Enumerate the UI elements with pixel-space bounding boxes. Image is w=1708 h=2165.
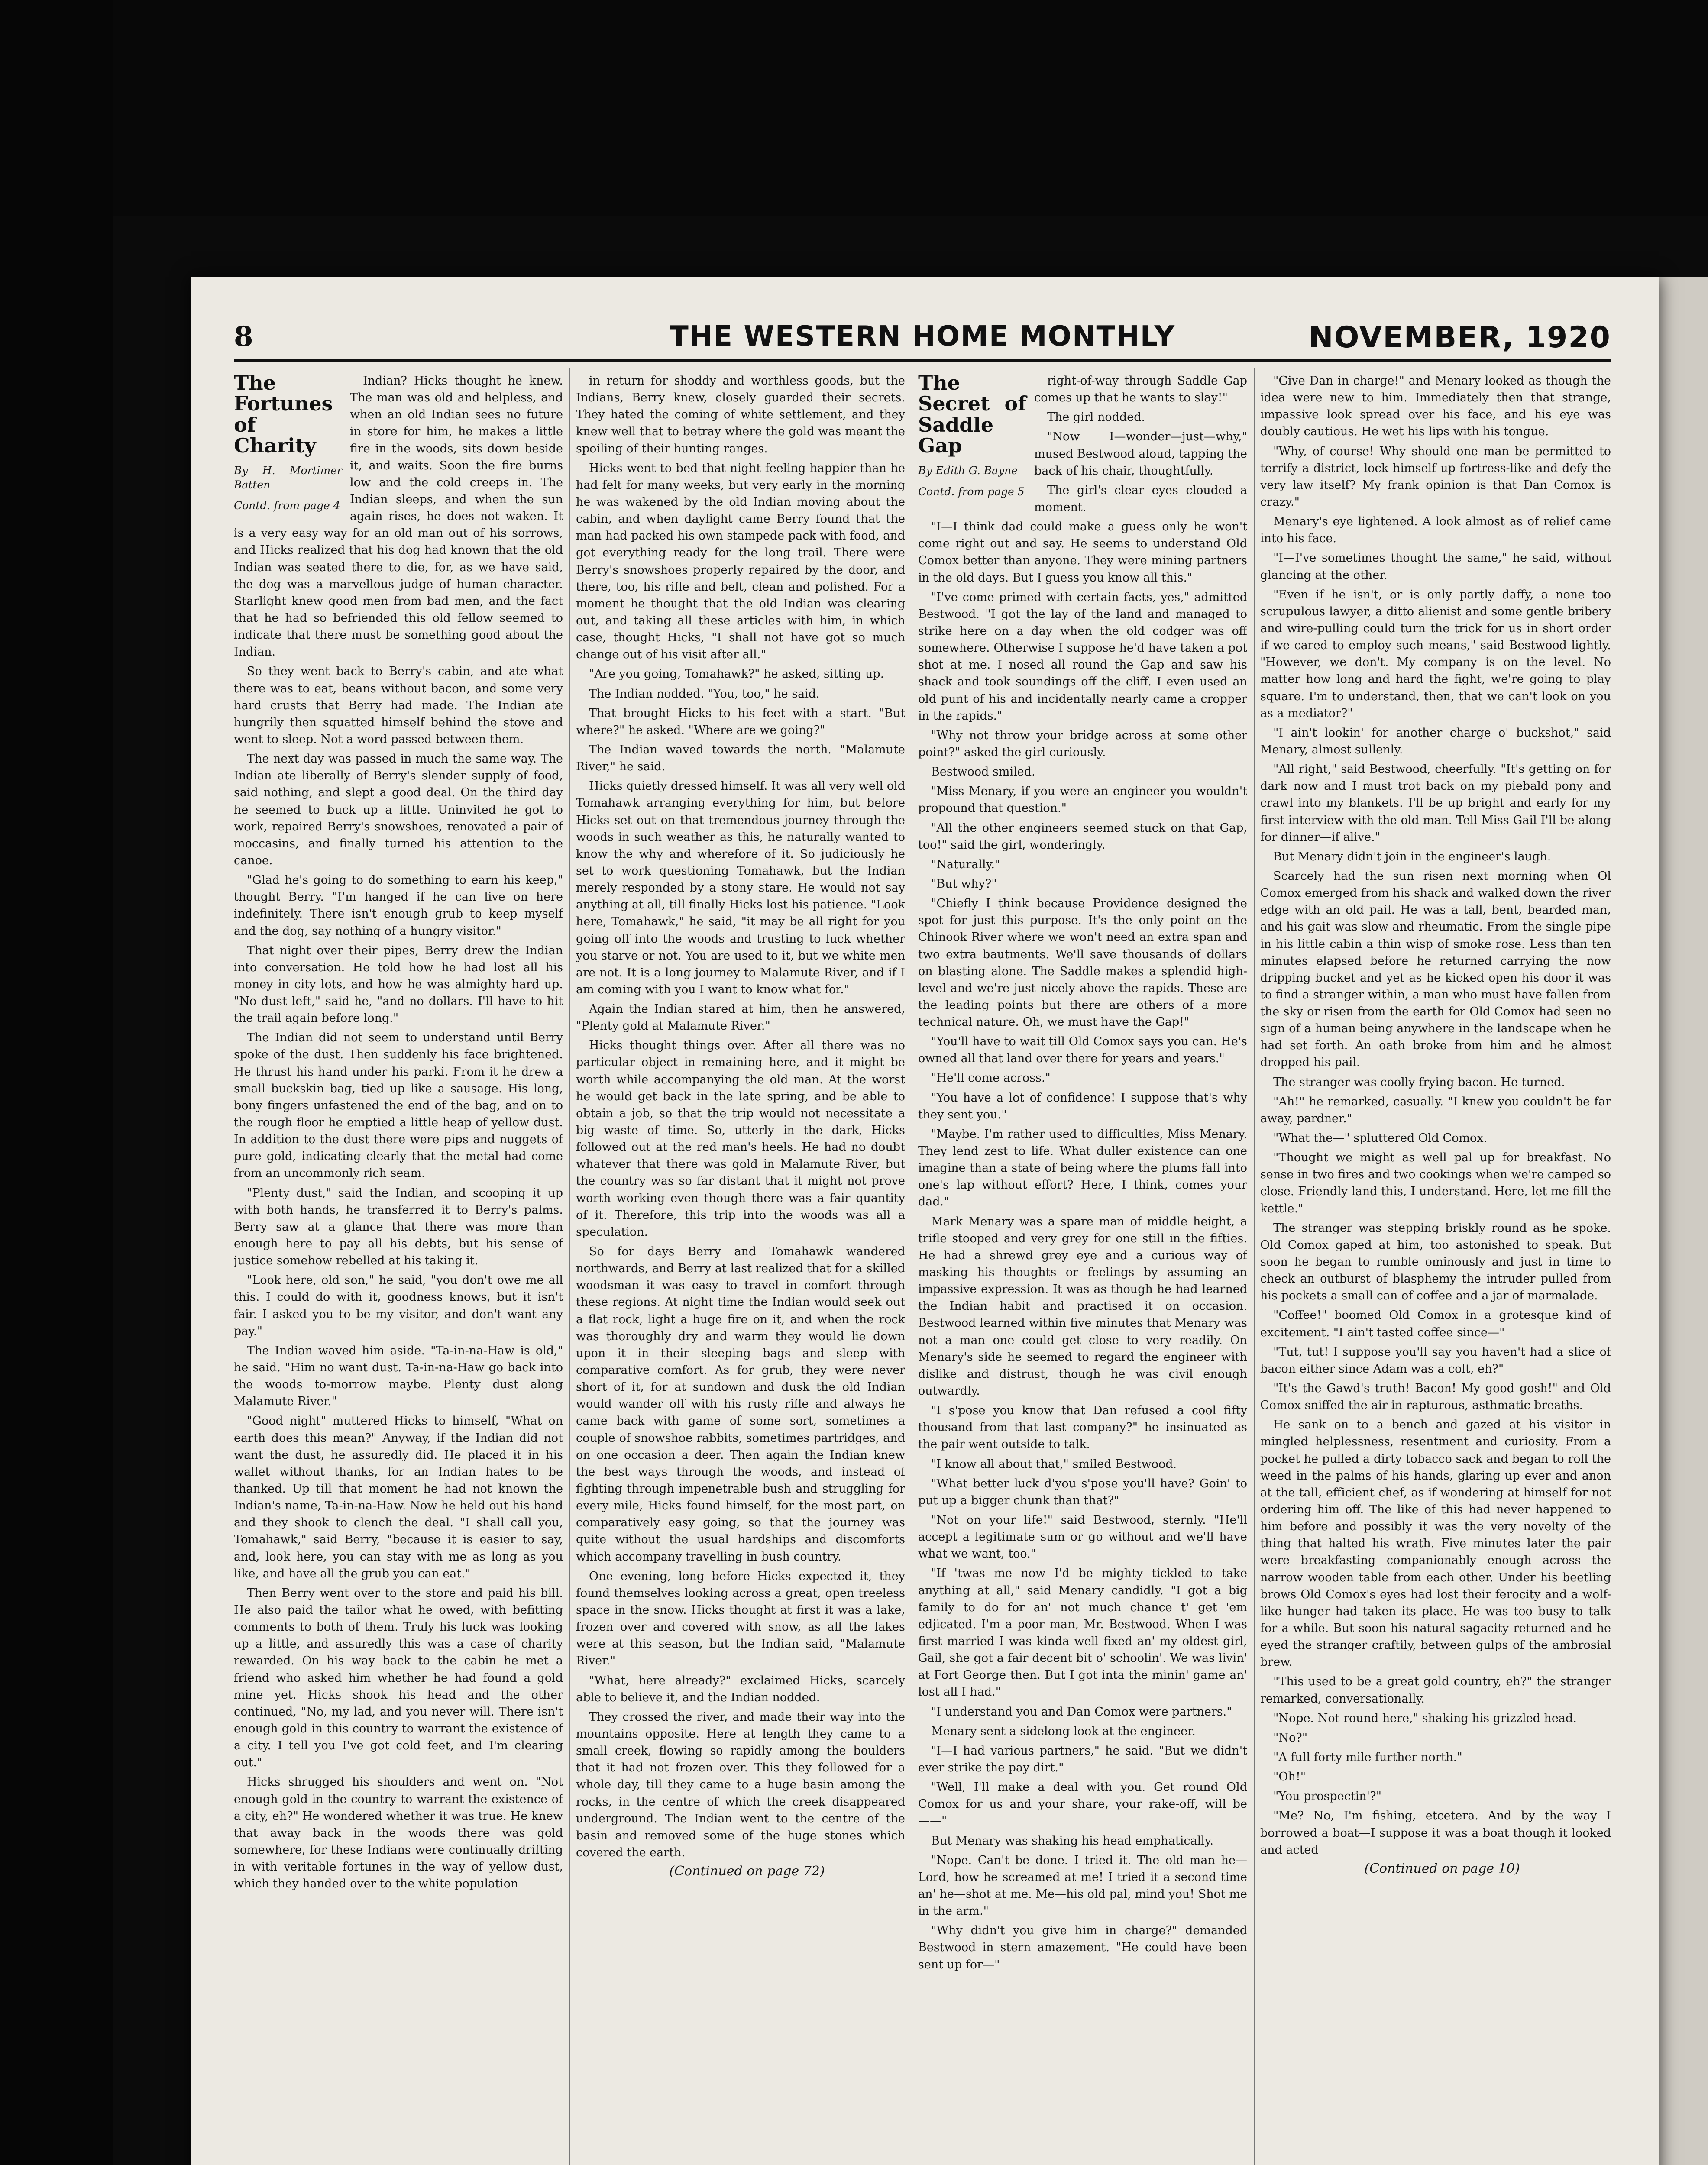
byline: By Edith G. Bayne xyxy=(918,464,1018,477)
continued-note: (Continued on page 10) xyxy=(1364,1861,1520,1876)
paragraph: "Chiefly I think because Providence designed the spot for just this purpose. It's the only point on the Chinook River where we won't need an extra span and two extra bautments. We'll save thousands of dollars on blasting alone. The Saddle makes a splendid high-level and we're just nicely above the rapids. These are the leading points but there are others of a more technical nature. Oh, we must have the Gap!" xyxy=(918,897,1247,1029)
paragraph: "Are you going, Tomahawk?" he asked, sitting up. xyxy=(589,667,884,681)
paragraph: "Give Dan in charge!" and Menary looked as though the idea were new to him. Immediately then that strange, impassive look spread over his face, and his eye was doubly cautious. He wet his lips with his tongue. xyxy=(1260,374,1611,439)
paragraph: "What better luck d'you s'pose you'll have? Goin' to put up a bigger chunk than that?" xyxy=(918,1477,1247,1507)
paragraph: Hicks shrugged his shoulders and went on. "Not enough gold in the country to warrant the existence of a city, eh?" He wondered whether it was true. He knew that away back in the woods there was gold somewhere, for these Indians were continually drifting in with veritable fortunes in the way of yellow dust, which they handed over to the white population xyxy=(234,1775,563,1891)
magazine-title: THE WESTERN HOME MONTHLY xyxy=(670,320,1175,352)
story-title: The Secret of Saddle Gap xyxy=(918,372,1026,457)
paragraph: "Thought we might as well pal up for breakfast. No sense in two fires and two cookings when we're camped so close. Friendly land this, I understand. Here, let me fill the kettle." xyxy=(1260,1151,1611,1215)
paragraph: "You prospectin'?" xyxy=(1273,1790,1382,1803)
paragraph: "Why didn't you give him in charge?" demanded Bestwood in stern amazement. "He could have been sent up for—" xyxy=(918,1924,1247,1971)
paragraph: But Menary was shaking his head emphatically. xyxy=(931,1834,1214,1848)
paragraph: "Miss Menary, if you were an engineer you wouldn't propound that question." xyxy=(918,785,1247,815)
paragraph: "Well, I'll make a deal with you. Get round Old Comox for us and your share, your rake-off, will be——" xyxy=(918,1780,1247,1828)
paragraph: "I know all about that," smiled Bestwood. xyxy=(931,1457,1177,1471)
paragraph: "If 'twas me now I'd be mighty tickled to take anything at all," said Menary candidly. "I got a big family to do for an' not much chance t' get 'em edjicated. I'm a poor man, Mr. Bestwood. When I was first married I was kinda well fixed an' my oldest girl, Gail, she got a fair decent bit o' schoolin'. We was livin' at Fort George then. But I got inta the minin' game an' lost all I had." xyxy=(918,1567,1247,1699)
paragraph: "All right," said Bestwood, cheerfully. "It's getting on for dark now and I must trot back on my piebald pony and crawl into my blankets. I'll be up bright and early for my first interview with the old man. Tell Miss Gail I'll be along for dinner—if alive." xyxy=(1260,763,1611,844)
paragraph: They crossed the river, and made their way into the mountains opposite. Here at length they came to a small creek, flowing so rapidly among the boulders that it had not frozen over. This they followed for a whole day, till they came to a huge basin among the rocks, in the centre of which the creek disappeared underground. The Indian went to the centre of the basin and removed some of the huge stones which covered the earth. xyxy=(576,1710,905,1859)
paragraph: "I s'pose you know that Dan refused a cool fifty thousand from that last company?" he insinuated as the pair went outside to talk. xyxy=(918,1404,1247,1451)
paragraph: Mark Menary was a spare man of middle height, a trifle stooped and very grey for one still in the fifties. He had a shrewd grey eye and a curious way of masking his thoughts or feelings by assuming an impassive expression. It was as though he had learned the Indian habit and practised it on occasion. Bestwood learned within five minutes that Menary was not a man one could get close to very readily. On Menary's side he seemed to regard the engineer with dislike and distrust, though he was civil enough outwardly. xyxy=(918,1215,1247,1398)
paragraph: "I understand you and Dan Comox were partners." xyxy=(931,1705,1232,1719)
page-number: 8 xyxy=(234,320,253,353)
issue-date: NOVEMBER, 1920 xyxy=(1308,320,1611,355)
paragraph: "Even if he isn't, or is only partly daffy, a none too scrupulous lawyer, a ditto alienist and some gentle bribery and wire-pulling could turn the trick for us in short order if we cared to employ such means," said Bestwood lightly. "However, we don't. My company is on the level. No matter how long and hard the fight, we're going to play square. I'm to understand, then, that we can't look on you as a mediator?" xyxy=(1260,588,1611,720)
scan-border-left xyxy=(0,0,113,2165)
paragraph: The stranger was stepping briskly round as he spoke. Old Comox gaped at him, too astonished to speak. But soon he began to rumble ominously and just in time to check an outburst of blasphemy the intruder pulled from his pockets a small can of coffee and a jar of marmalade. xyxy=(1260,1221,1611,1303)
magazine-page xyxy=(191,277,1659,2165)
paragraph: The Indian waved him aside. "Ta-in-na-Haw is old," he said. "Him no want dust. Ta-in-na-Haw go back into the woods to-morrow maybe. Plenty dust along Malamute River." xyxy=(234,1344,563,1409)
story-heading xyxy=(918,372,1026,499)
paragraph: "You'll have to wait till Old Comox says you can. He's owned all that land over there for years and years." xyxy=(918,1035,1247,1066)
paragraph: The Indian did not seem to understand until Berry spoke of the dust. Then suddenly his face brightened. He thrust his hand under his parki. From it he drew a small buckskin bag, tied up like a sausage. His long, bony fingers unfastened the end of the bag, and on to the rough floor he emptied a little heap of yellow dust. In addition to the dust there were pips and nuggets of pure gold, indicating clearly that the metal had come from an uncommonly rich seam. xyxy=(234,1031,563,1180)
story-title: The Fortunes of Charity xyxy=(234,372,333,457)
paragraph: Menary sent a sidelong look at the engineer. xyxy=(931,1724,1196,1738)
column-rule xyxy=(1254,368,1255,2165)
paragraph: "Nope. Not round here," shaking his grizzled head. xyxy=(1273,1711,1577,1725)
paragraph: The girl's clear eyes clouded a moment. xyxy=(1034,483,1247,514)
column-3 xyxy=(918,372,1247,2165)
paragraph: Then Berry went over to the store and paid his bill. He also paid the tailor what he owed, with befitting comments to both of them. Truly his luck was looking up a little, and assuredly this was a case of charity rewarded. On his way back to the cabin he met a friend who asked him whether he had found a gold mine yet. Hicks shook his head and the other continued, "No, my lad, and you never will. There isn't enough gold in this country to warrant the existence of a city. I tell you I've got cold feet, and I'm clearing out." xyxy=(234,1586,563,1770)
paragraph: The girl nodded. xyxy=(1047,410,1145,424)
paragraph: "Nope. Can't be done. I tried it. The old man he—Lord, how he screamed at me! I tried it a second time an' he—shot at me. Me—his old pal, mind you! Shot me in the arm." xyxy=(918,1853,1247,1918)
paragraph: "Oh!" xyxy=(1273,1770,1306,1784)
paragraph: "I ain't lookin' for another charge o' buckshot," said Menary, almost sullenly. xyxy=(1260,726,1611,756)
column-2 xyxy=(576,372,905,2165)
paragraph: "It's the Gawd's truth! Bacon! My good gosh!" and Old Comox sniffed the air in rapturous, asthmatic breaths. xyxy=(1260,1382,1611,1412)
paragraph: That night over their pipes, Berry drew the Indian into conversation. He told how he had lost all his money in city lots, and how he was almighty hard up. "No dust left," said he, "and no dollars. I'll have to hit the trail again before long." xyxy=(234,944,563,1025)
paragraph: in return for shoddy and worthless goods, but the Indians, Berry knew, closely guarded their secrets. They hated the coming of white settlement, and they knew well that to betray where the gold was meant the spoiling of their hunting ranges. xyxy=(576,374,905,456)
paragraph: Menary's eye lightened. A look almost as of relief came into his face. xyxy=(1260,515,1611,546)
column-4 xyxy=(1260,372,1611,2165)
paragraph: "I've come primed with certain facts, yes," admitted Bestwood. "I got the lay of the land and managed to strike here on a day when the old codger was off somewhere. Otherwise I suppose he'd have taken a pot shot at me. I nosed all round the Gap and saw his shack and took soundings off the cliff. I even used an old punt of his and incidentally nearly came a cropper in the rapids." xyxy=(918,590,1247,723)
paragraph: Hicks thought things over. After all there was no particular object in remaining here, and it might be worth while accompanying the old man. At the worst he would get back in the late spring, and be able to obtain a job, so that the trip would not necessitate a big waste of time. So, utterly in the dark, Hicks followed out at the red man's heels. He had no doubt whatever that there was gold in Malamute River, but the country was so far distant that it might not prove worth working even though there was a fair quantity of it. Therefore, this trip into the woods was all a speculation. xyxy=(576,1039,905,1239)
paragraph: He sank on to a bench and gazed at his visitor in mingled helplessness, resentment and curiosity. From a pocket he pulled a dirty tobacco sack and began to roll the weed in the palms of his hands, glaring up ever and anon at the tall, efficient chef, as if wondering at himself for not ordering him off. The like of this had never happened to him before and possibly it was the very novelty of the thing that halted his wrath. Five minutes later the pair were breakfasting companionably enough across the narrow wooden table from each other. Under his beetling brows Old Comox's eyes had lost their ferocity and a wolf-like hunger had taken its place. He was too busy to talk for a while. But soon his natural sagacity returned and he eyed the stranger craftily, between gulps of the ambrosial brew. xyxy=(1260,1418,1611,1669)
paragraph: "But why?" xyxy=(931,877,997,891)
continued-note: (Continued on page 72) xyxy=(669,1864,825,1879)
paragraph: "All the other engineers seemed stuck on that Gap, too!" said the girl, wonderingly. xyxy=(918,821,1247,852)
paragraph: "Tut, tut! I suppose you'll say you haven't had a slice of bacon either since Adam was a colt, eh?" xyxy=(1260,1345,1611,1376)
story-heading xyxy=(234,372,342,513)
paragraph: "Naturally." xyxy=(931,857,1000,871)
continued-from: Contd. from page 4 xyxy=(234,499,340,512)
paragraph: "Glad he's going to do something to earn his keep," thought Berry. "I'm hanged if he can live on here indefinitely. There isn't enough grub to keep myself and the dog, say nothing of a hungry visitor." xyxy=(234,873,563,938)
paragraph: "Good night" muttered Hicks to himself, "What on earth does this mean?" Anyway, if the Indian did not want the dust, he assuredly did. He placed it in his wallet without thanks, for an Indian hates to be thanked. Up till that moment he had not known the Indian's name, Ta-in-na-Haw. Now he held out his hand and they shook to clench the deal. "I shall call you, Tomahawk," said Berry, "because it is easier to say, and, look here, you can stay with me as long as you like, and have all the grub you can eat." xyxy=(234,1414,563,1580)
scan-border-top xyxy=(0,0,1708,216)
paragraph: "Why, of course! Why should one man be permitted to terrify a district, lock himself up fortress-like and defy the very law itself? My frank opinion is that Dan Comox is crazy." xyxy=(1260,444,1611,509)
paragraph: "Not on your life!" said Bestwood, sternly. "He'll accept a legitimate sum or go without and we'll have what we want, too." xyxy=(918,1513,1247,1561)
paragraph: Hicks quietly dressed himself. It was all very well old Tomahawk arranging everything for him, but before Hicks set out on that tremendous journey through the woods in such weather as this, he naturally wanted to know the why and wherefore of it. So judiciously he set to work questioning Tomahawk, but the Indian merely responded by a stony stare. He would not say anything at all, till finally Hicks lost his patience. "Look here, Tomahawk," he said, "it may be all right for you going off into the woods and trusting to luck whether you starve or not. You are used to it, but we white men are not. It is a long journey to Malamute River, and if I am coming with you I want to know what for." xyxy=(576,779,905,996)
paragraph: "He'll come across." xyxy=(931,1071,1051,1085)
paragraph: One evening, long before Hicks expected it, they found themselves looking across a great, open treeless space in the snow. Hicks thought at first it was a lake, frozen over and covered with snow, as all the lakes were at this season, but the Indian said, "Malamute River." xyxy=(576,1569,905,1668)
continued-from: Contd. from page 5 xyxy=(918,485,1025,498)
paragraph: "I—I had various partners," he said. "But we didn't ever strike the pay dirt." xyxy=(918,1744,1247,1774)
paragraph: "You have a lot of confidence! I suppose that's why they sent you." xyxy=(918,1091,1247,1121)
paragraph: "Me? No, I'm fishing, etcetera. And by the way I borrowed a boat—I suppose it was a boat though it looked and acted xyxy=(1260,1809,1611,1857)
paragraph: "I—I've sometimes thought the same," he said, without glancing at the other. xyxy=(1260,551,1611,582)
paragraph: "No?" xyxy=(1273,1731,1308,1745)
next-page-edge xyxy=(1659,277,1708,2165)
paragraph: That brought Hicks to his feet with a start. "But where?" he asked. "Where are we going?" xyxy=(576,706,905,737)
column-1 xyxy=(234,372,563,2165)
paragraph: Hicks went to bed that night feeling happier than he had felt for many weeks, but very early in the morning he was wakened by the old Indian moving about the cabin, and when daylight came Berry found that the man had packed his own stampede pack with food, and got everything ready for the long trail. There were Berry's snowshoes properly repaired by the door, and there, too, his rifle and belt, clean and polished. For a moment he thought that the old Indian was clearing out, and taking all these articles with him, in which case, thought Hicks, "I shall not have got so much change out of his visit after all." xyxy=(576,461,905,662)
paragraph: "Plenty dust," said the Indian, and scooping it up with both hands, he transferred it to Berry's palms. Berry saw at a glance that there was more than enough here to pay all his debts, but his sense of justice somehow rebelled at his taking it. xyxy=(234,1186,563,1268)
paragraph: Again the Indian stared at him, then he answered, "Plenty gold at Malamute River." xyxy=(576,1002,905,1033)
paragraph: Scarcely had the sun risen next morning when Ol Comox emerged from his shack and walked down the river edge with an old pail. He was a tall, bent, bearded man, and his gait was slow and rheumatic. From the single pipe in his little cabin a thin wisp of smoke rose. Less than ten minutes elapsed before he returned carrying the now dripping bucket and yet as he kicked open his door it was to find a stranger within, a man who must have fallen from the sky or risen from the earth for Old Comox had seen no sign of a human being anywhere in the landscape when he had set forth. An oath broke from him and he almost dropped his pail. xyxy=(1260,869,1611,1070)
paragraph: Bestwood smiled. xyxy=(931,765,1035,779)
paragraph: So they went back to Berry's cabin, and ate what there was to eat, beans without bacon, and some very hard crusts that Berry had made. The Indian ate hungrily then squatted himself behind the stove and went to sleep. Not a word passed between them. xyxy=(234,665,563,746)
paragraph: Indian? Hicks thought he knew. The man was old and helpless, and when an old Indian sees no future in store for him, he makes a little fire in the woods, sits down beside it, and waits. Soon the fire burns low and the cold creeps in. The Indian sleeps, and when the sun again rises, he does not waken. It is a very easy way for an old man out of his sorrows, and Hicks realized that his dog had known that the old Indian was seated there to die, for, as we have said, the dog was a marvellous judge of human character. Starlight knew good men from bad men, and the fact that he had so befriended this old fellow seemed to indicate that there must be something good about the Indian. xyxy=(234,374,563,659)
paragraph: So for days Berry and Tomahawk wandered northwards, and Berry at last realized that for a skilled woodsman it was easy to travel in comfort through these regions. At night time the Indian would seek out a flat rock, light a huge fire on it, and when the rock was thoroughly dry and warm they would lie down upon it in their sleeping bags and sleep with comparative comfort. As for grub, they were never short of it, for at sundown and dusk the old Indian would wander off with his rusty rifle and always he came back with game of some sort, sometimes a couple of snowshoe rabbits, sometimes partridges, and on one occasion a deer. Then again the Indian knew the best ways through the woods, and instead of fighting through impenetrable bush and struggling for every mile, Hicks found himself, for the most part, on comparatively easy going, so that the journey was quite without the usual hardships and discomforts which accompany travelling in bush country. xyxy=(576,1245,905,1564)
paragraph: "Look here, old son," he said, "you don't owe me all this. I could do with it, goodness knows, but it isn't fair. I asked you to be my visitor, and don't want any pay." xyxy=(234,1273,563,1338)
paragraph: "Coffee!" boomed Old Comox in a grotesque kind of excitement. "I ain't tasted coffee since—" xyxy=(1260,1309,1611,1339)
byline: By H. Mortimer Batten xyxy=(234,464,342,491)
paragraph: "What the—" spluttered Old Comox. xyxy=(1273,1131,1488,1145)
paragraph: The stranger was coolly frying bacon. He turned. xyxy=(1273,1075,1566,1089)
paragraph: "Now I—wonder—just—why," mused Bestwood aloud, tapping the back of his chair, thoughtfully. xyxy=(1034,430,1247,478)
paragraph: "This used to be a great gold country, eh?" the stranger remarked, conversationally. xyxy=(1260,1675,1611,1706)
paragraph: "A full forty mile further north." xyxy=(1273,1750,1462,1764)
paragraph: The next day was passed in much the same way. The Indian ate liberally of Berry's slender supply of food, said nothing, and slept a good deal. On the third day he seemed to buck up a little. Uninvited he got to work, repaired Berry's snowshoes, renovated a pair of moccasins, and finally turned his attention to the canoe. xyxy=(234,752,563,867)
paragraph: But Menary didn't join in the engineer's laugh. xyxy=(1273,850,1551,863)
paragraph: "I—I think dad could make a guess only he won't come right out and say. He seems to understand Old Comox better than anyone. They were mining partners in the old days. But I guess you know all this." xyxy=(918,520,1247,585)
column-rule xyxy=(569,368,570,2165)
paragraph: "Ah!" he remarked, casually. "I knew you couldn't be far away, pardner." xyxy=(1260,1095,1611,1125)
paragraph: The Indian nodded. "You, too," he said. xyxy=(589,687,820,701)
paragraph: right-of-way through Saddle Gap comes up that he wants to slay!" xyxy=(1034,374,1247,405)
paragraph: "Maybe. I'm rather used to difficulties, Miss Menary. They lend zest to life. What duller existence can one imagine than a state of being where the plums fall into one's lap without effort? Here, I think, comes your dad." xyxy=(918,1127,1247,1209)
paragraph: "What, here already?" exclaimed Hicks, scarcely able to believe it, and the Indian nodded. xyxy=(576,1674,905,1704)
paragraph: "Why not throw your bridge across at some other point?" asked the girl curiously. xyxy=(918,728,1247,759)
paragraph: The Indian waved towards the north. "Malamute River," he said. xyxy=(576,743,905,774)
page-header xyxy=(234,320,1611,362)
